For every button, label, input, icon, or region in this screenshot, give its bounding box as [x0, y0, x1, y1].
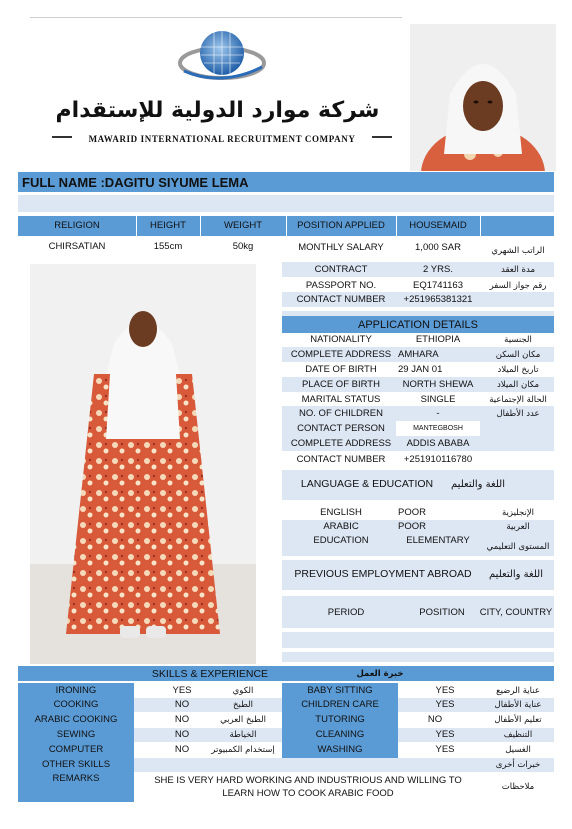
header-housemaid: HOUSEMAID	[409, 220, 467, 232]
contact-person-number-label: CONTACT NUMBER	[296, 453, 386, 465]
skill-cooking-label: COOKING	[53, 699, 99, 711]
city-country-header: CITY, COUNTRY	[479, 607, 553, 619]
skill-computer-value: NO	[174, 744, 190, 756]
grid-line	[396, 216, 397, 236]
address-label-ar: مكان السكن	[495, 349, 541, 360]
company-name-english: MAWARID INTERNATIONAL RECRUITMENT COMPANY	[72, 134, 372, 146]
skill-washing-label: WASHING	[317, 744, 363, 756]
marital-label-ar: الحالة الإجتماعية	[489, 394, 547, 405]
other-skills-ar: خبرات أخرى	[495, 760, 541, 770]
education-label-ar: المستوى التعليمي	[486, 542, 550, 552]
header-religion: RELIGION	[54, 220, 100, 232]
skill-cooking-ar: الطبخ	[233, 700, 253, 710]
skill-ironing-ar: الكوي	[232, 686, 254, 696]
dob-label-ar: تاريخ الميلاد	[497, 364, 539, 375]
nationality-label-ar: الجنسية	[504, 335, 532, 345]
skill-ironing-label: IRONING	[55, 685, 97, 697]
skills-title-bar	[18, 666, 554, 681]
other-skills-label: OTHER SKILLS	[18, 758, 134, 772]
salary-value: 1,000 SAR	[415, 242, 461, 254]
children-label-ar: عدد الأطفال	[496, 408, 540, 419]
skill-cooking-value: NO	[174, 699, 190, 711]
skills-title-ar: خبرة العمل	[356, 668, 404, 679]
address-label: COMPLETE ADDRESS	[290, 348, 392, 360]
english-label: ENGLISH	[320, 506, 362, 518]
skill-baby-sitting-ar: عناية الرضيع	[496, 686, 540, 696]
grid-line	[480, 216, 481, 236]
contact-number-value: +251965381321	[403, 293, 473, 305]
salary-label: MONTHLY SALARY	[298, 242, 384, 254]
salary-label-ar: الراتب الشهري	[491, 246, 545, 256]
header-position-applied: POSITION APPLIED	[297, 220, 385, 232]
skill-computer-label: COMPUTER	[48, 744, 104, 756]
arabic-label: ARABIC	[323, 521, 359, 533]
remarks-text: SHE IS VERY HARD WORKING AND INDUSTRIOUS AND WILLING TO LEARN HOW TO COOK ARABIC FOOD	[154, 775, 462, 799]
skill-baby-sitting-label: BABY SITTING	[307, 685, 373, 697]
children-label: NO. OF CHILDREN	[299, 407, 383, 419]
header-weight: WEIGHT	[224, 220, 262, 232]
period-header: PERIOD	[327, 607, 365, 619]
remarks-ar: ملاحظات	[501, 782, 535, 792]
skill-arabic-cooking-label: ARABIC COOKING	[34, 714, 118, 726]
skill-sewing-label: SEWING	[56, 729, 96, 741]
dob-value: 29 JAN 01	[398, 363, 443, 375]
company-name-arabic: شركة موارد الدولية للإستقدام	[55, 98, 380, 123]
contract-label: CONTRACT	[314, 263, 368, 275]
arabic-label-ar: العربية	[506, 522, 530, 532]
full-name-bar: FULL NAME :DAGITU SIYUME LEMA	[18, 172, 554, 192]
contact-person-number-value: +251910116780	[403, 453, 473, 465]
arabic-value: POOR	[398, 521, 426, 533]
skill-washing-ar: الغسيل	[505, 745, 531, 755]
english-value: POOR	[398, 506, 426, 518]
employment-title: PREVIOUS EMPLOYMENT ABROAD	[294, 568, 472, 580]
employment-title-ar: اللغة والتعليم	[489, 568, 543, 580]
grid-line	[136, 216, 137, 236]
religion-value: CHIRSATIAN	[48, 241, 106, 253]
pob-label-ar: مكان الميلاد	[496, 379, 540, 390]
dob-label: DATE OF BIRTH	[305, 363, 377, 375]
pob-value: NORTH SHEWA	[402, 378, 474, 390]
contact-address-label: COMPLETE ADDRESS	[290, 437, 392, 449]
height-value: 155cm	[153, 241, 183, 253]
skill-cleaning-label: CLEANING	[315, 729, 365, 741]
marital-value: SINGLE	[420, 393, 456, 405]
skill-sewing-value: NO	[174, 729, 190, 741]
skill-children-care-value: YES	[435, 699, 455, 711]
passport-label-ar: رقم جواز السفر	[489, 280, 547, 291]
nationality-label: NATIONALITY	[310, 334, 372, 346]
contract-label-ar: مدة العقد	[501, 264, 535, 275]
employment-row	[282, 632, 554, 648]
contract-value: 2 YRS.	[423, 263, 453, 275]
employment-row	[282, 652, 554, 662]
language-title: LANGUAGE & EDUCATION	[300, 478, 434, 490]
skill-arabic-cooking-value: NO	[174, 714, 190, 726]
skill-ironing-value: YES	[172, 685, 192, 697]
english-label-ar: الإنجليزية	[501, 507, 535, 518]
passport-value: EQ1741163	[412, 279, 463, 291]
contact-person-label: CONTACT PERSON	[297, 422, 385, 434]
skills-title: SKILLS & EXPERIENCE	[151, 667, 269, 680]
top-rule	[30, 17, 402, 18]
education-label: EDUCATION	[313, 535, 369, 547]
headshot-photo	[410, 24, 556, 171]
children-value: -	[436, 407, 440, 419]
contact-person-value: MANTEGBOSH	[413, 425, 463, 432]
contact-number-label: CONTACT NUMBER	[296, 293, 386, 305]
skill-cleaning-value: YES	[435, 729, 455, 741]
skill-children-care-ar: عناية الأطفال	[494, 700, 542, 710]
skill-cleaning-ar: التنظيف	[503, 730, 533, 740]
skill-computer-ar: إستخدام الكمبيوتر	[211, 745, 275, 755]
pob-label: PLACE OF BIRTH	[302, 378, 380, 390]
contact-address-value: ADDIS ABABA	[406, 437, 470, 449]
address-value: AMHARA	[398, 348, 439, 360]
header-height: HEIGHT	[150, 220, 186, 232]
skill-tutoring-value: NO	[427, 714, 443, 726]
grid-line	[286, 216, 287, 236]
nationality-value: ETHIOPIA	[415, 334, 461, 346]
skill-tutoring-ar: تعليم الأطفال	[494, 715, 542, 725]
position-header: POSITION	[419, 607, 465, 619]
skill-children-care-label: CHILDREN CARE	[301, 699, 379, 711]
full-body-photo	[30, 264, 256, 664]
spacer-row	[18, 195, 554, 212]
weight-value: 50kg	[232, 241, 254, 253]
skill-tutoring-label: TUTORING	[315, 714, 365, 726]
skill-arabic-cooking-ar: الطبخ العربي	[220, 715, 266, 725]
remarks-label: REMARKS	[52, 773, 100, 785]
education-value: ELEMENTARY	[406, 535, 470, 547]
globe-logo-icon	[170, 27, 270, 97]
skill-washing-value: YES	[435, 744, 455, 756]
skill-sewing-ar: الخياطة	[229, 730, 257, 740]
language-title-ar: اللغة والتعليم	[451, 478, 505, 490]
grid-line	[200, 216, 201, 236]
passport-label: PASSPORT NO.	[305, 279, 377, 291]
marital-label: MARITAL STATUS	[301, 393, 381, 405]
application-details-title: APPLICATION DETAILS	[282, 316, 554, 333]
skill-baby-sitting-value: YES	[435, 685, 455, 697]
